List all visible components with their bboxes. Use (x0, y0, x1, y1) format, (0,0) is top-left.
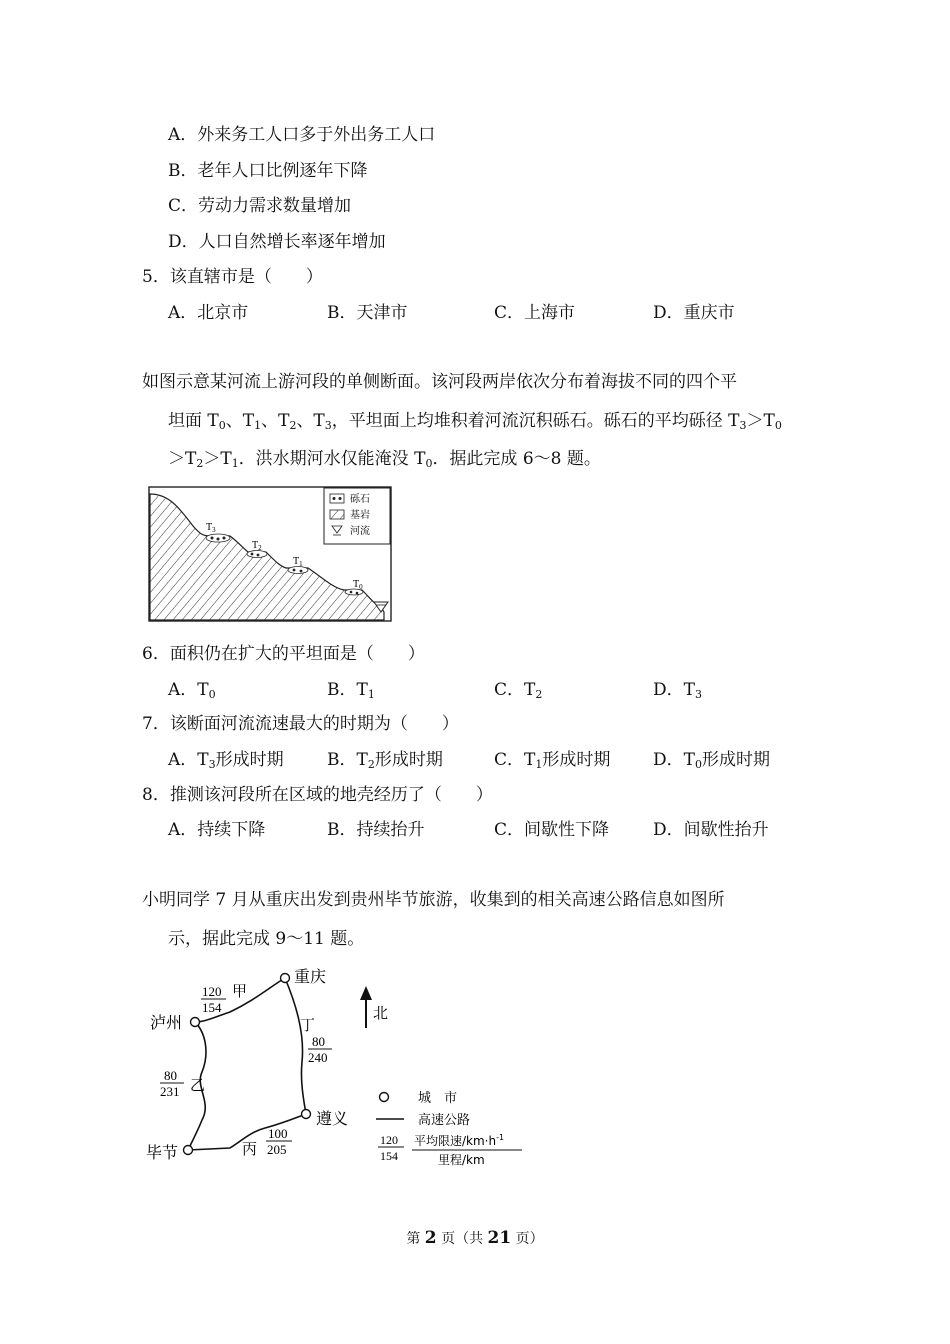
legend-dist-num: 154 (380, 1149, 398, 1163)
passage1-line2: 坦面 $T_0$、$T_1$、$T_2$、$T_3$，平坦面上均堆积着河流沉积砾石。砾石的平均砾径 $T_3>T_0$ (168, 411, 782, 432)
city-chongqing-marker (281, 974, 290, 983)
segment-jia-label: 甲 (232, 982, 248, 1000)
segment-yi-label: 乙 (190, 1076, 206, 1094)
city-luzhou-label: 泸州 (150, 1013, 183, 1032)
passage1-line1: 如图示意某河流上游河段的单侧断面。该河段两岸依次分布着海拔不同的四个平 (142, 372, 737, 392)
q8-option-b: B．持续抬升 (327, 820, 425, 840)
segment-bing-label: 丙 (242, 1140, 258, 1158)
label-t0: $T_0$ (353, 579, 363, 591)
q7-stem: 7．该断面河流流速最大的时期为（ ） (142, 714, 459, 734)
legend-gravel-label: 砾石 (350, 494, 370, 505)
city-luzhou-marker (191, 1018, 200, 1027)
seg-ding-speed: 80 (312, 1034, 325, 1049)
legend-speed-num: 120 (380, 1133, 398, 1147)
page-number: 2 (424, 1228, 437, 1248)
seg-yi-speed: 80 (164, 1068, 177, 1083)
seg-bing-speed: 100 (268, 1126, 288, 1141)
q5-option-b: B．天津市 (327, 303, 408, 323)
q6-option-b: B．$T_1$ (327, 680, 375, 701)
city-bijie-label: 毕节 (146, 1143, 179, 1162)
legend-bedrock-label: 基岩 (350, 510, 370, 521)
q7-option-d: D．$T_0$形成时期 (653, 750, 770, 771)
city-zunyi-label: 遵义 (316, 1109, 349, 1128)
q8-option-a: A．持续下降 (168, 820, 266, 840)
q4-option-a: A．外来务工人口多于外出务工人口 (168, 125, 436, 145)
city-zunyi-marker (302, 1110, 311, 1119)
legend-river-label: 河流 (350, 526, 370, 537)
seg-yi-dist: 231 (160, 1084, 180, 1099)
q7-option-b: B．$T_2$形成时期 (327, 750, 443, 771)
q4-option-d: D．人口自然增长率逐年增加 (168, 232, 386, 252)
q6-option-d: D．$T_3$ (653, 680, 702, 701)
q8-option-c: C．间歇性下降 (494, 820, 610, 840)
page-total: 21 (487, 1228, 512, 1248)
q8-stem: 8．推测该河段所在区域的地壳经历了（ ） (142, 785, 493, 805)
road-ding (285, 978, 306, 1114)
q5-option-c: C．上海市 (494, 303, 576, 323)
segment-ding-label: 丁 (300, 1016, 316, 1034)
north-label: 北 (373, 1004, 389, 1022)
gravel-t2 (247, 551, 267, 558)
seg-ding-dist: 240 (308, 1050, 328, 1065)
legend-highway-label: 高速公路 (418, 1113, 471, 1128)
label-t2: $T_2$ (252, 540, 262, 552)
q5-stem: 5．该直辖市是（ ） (142, 267, 323, 287)
river-section-figure (148, 486, 392, 622)
legend-city-label: 城 市 (418, 1091, 458, 1106)
seg-jia-dist: 154 (202, 1000, 222, 1015)
legend-dist-label: 里程/km (438, 1153, 485, 1167)
q7-option-a: A．$T_3$形成时期 (168, 750, 284, 771)
seg-bing-dist: 205 (267, 1142, 287, 1157)
label-t3: $T_3$ (206, 522, 216, 534)
passage2-line2: 示，据此完成 9～11 题。 (168, 929, 365, 949)
gravel-t1 (288, 567, 308, 574)
city-bijie-marker (184, 1146, 193, 1155)
q6-stem: 6．面积仍在扩大的平坦面是（ ） (142, 644, 425, 664)
passage1-line3: $>T_2>T_1$．洪水期河水仅能淹没 $T_0$．据此完成 6～8 题。 (168, 449, 601, 470)
q4-option-c: C．劳动力需求数量增加 (168, 196, 352, 216)
q6-option-c: C．$T_2$ (494, 680, 543, 701)
q5-option-d: D．重庆市 (653, 303, 735, 323)
passage2-line1: 小明同学 7 月从重庆出发到贵州毕节旅游，收集到的相关高速公路信息如图所 (142, 890, 725, 910)
legend-city-icon (380, 1093, 389, 1102)
seg-jia-speed: 120 (202, 984, 222, 999)
highway-map-figure (140, 962, 530, 1172)
legend-bedrock-icon (330, 510, 344, 519)
legend-gravel-icon (330, 494, 344, 503)
page-footer: 第 2 页（共 21 页） (406, 1228, 544, 1248)
q5-option-a: A．北京市 (168, 303, 249, 323)
q6-option-a: A．$T_0$ (168, 680, 216, 701)
legend-speed-label: 平均限速$/km\cdot h^{-1}$ (414, 1133, 505, 1148)
q4-option-b: B．老年人口比例逐年下降 (168, 161, 368, 181)
q8-option-d: D．间歇性抬升 (653, 820, 769, 840)
city-chongqing-label: 重庆 (294, 967, 327, 986)
label-t1: $T_1$ (293, 556, 303, 568)
q7-option-c: C．$T_1$形成时期 (494, 750, 611, 771)
